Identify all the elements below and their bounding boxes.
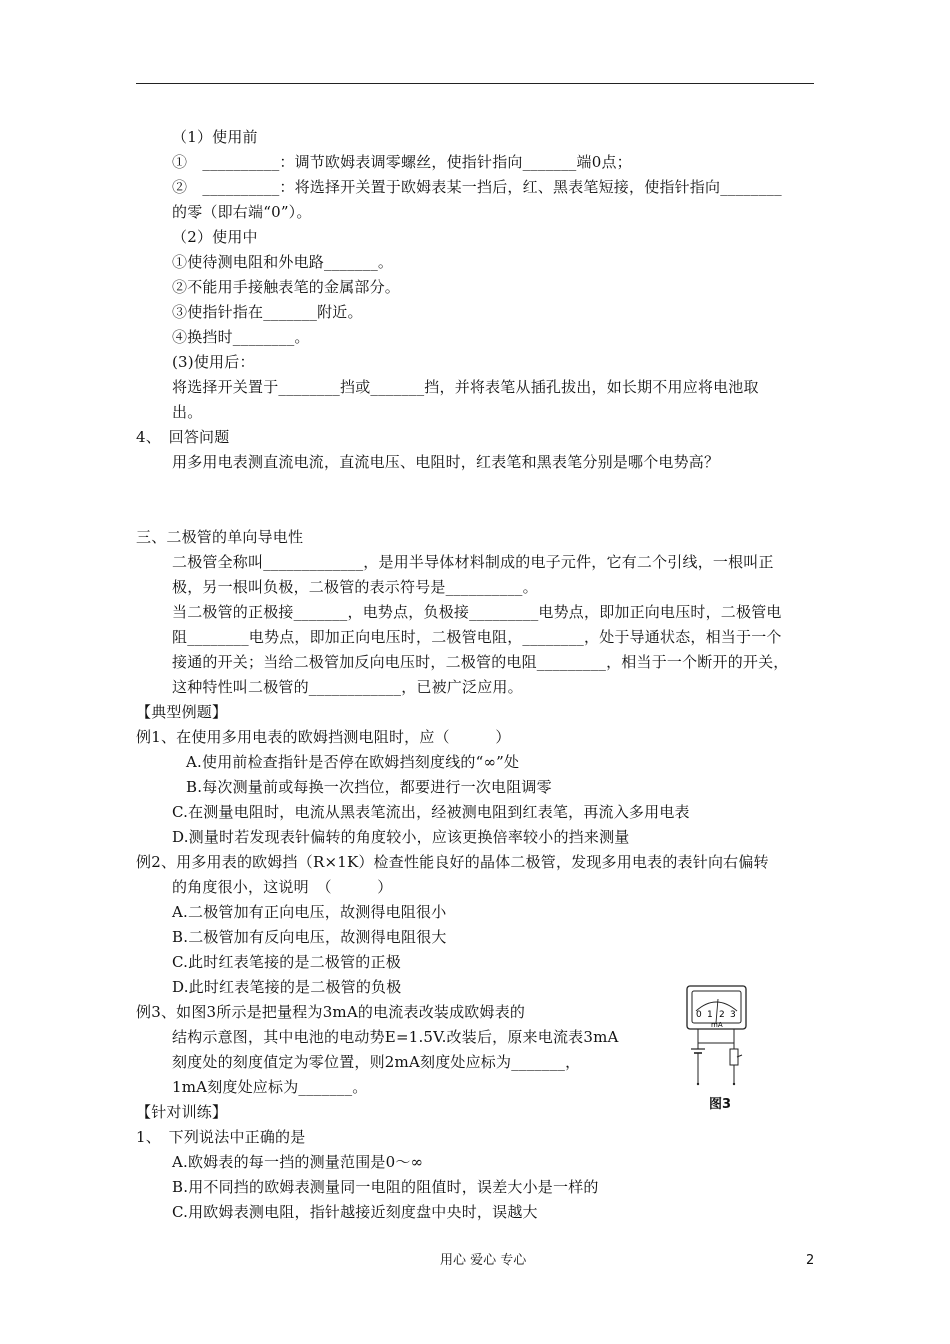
text-line: ②不能用手接触表笔的金属部分。 [172,278,401,296]
text-line: 的角度很小，这说明 （ ） [172,878,393,896]
section-heading-diode: 三、二极管的单向导电性 [136,528,304,546]
practice-question-1: 1、 下列说法中正确的是 [136,1128,306,1146]
option-a: A.欧姆表的每一挡的测量范围是0～∞ [172,1153,424,1171]
option-d: D.此时红表笔接的是二极管的负极 [172,978,402,996]
unit-label: mA [711,1021,723,1029]
option-c: C.此时红表笔接的是二极管的正极 [172,953,401,971]
typical-examples-heading: 【典型例题】 [136,703,228,721]
section-after-use: (3)使用后： [172,353,255,371]
text-line: 极，另一根叫负极，二极管的表示符号是__________。 [172,578,538,596]
option-c: C.用欧姆表测电阻，指针越接近刻度盘中央时，误越大 [172,1203,538,1221]
question-heading: 4、 回答问题 [136,428,230,446]
text-line: 刻度处的刻度值定为零位置，则2mA刻度处应标为_______， [172,1053,581,1071]
scale-tick-label: 1 [707,1010,713,1020]
text-line: ② __________：将选择开关置于欧姆表某一挡后，红、黑表笔短接，使指针指向________ [172,178,782,196]
page-number: 2 [806,1253,815,1268]
scale-tick-label: 3 [730,1010,736,1020]
text-line: 将选择开关置于________挡或_______挡，并将表笔从插孔拔出，如长期不用应将电池取 [172,378,759,396]
text-line: 接通的开关；当给二极管加反向电压时，二极管的电阻_________，相当于一个断开的开关， [172,653,789,671]
figure-caption: 图3 [709,1097,732,1112]
header-rule [136,83,814,84]
text-line: 二极管全称叫_____________，是用半导体材料制成的电子元件，它有二个引线，一根叫正 [172,553,774,571]
text-line: 这种特性叫二极管的____________，已被广泛应用。 [172,678,523,696]
scale-tick-label: 2 [719,1010,725,1020]
option-c: C.在测量电阻时，电流从黑表笔流出，经被测电阻到红表笔，再流入多用电表 [172,803,690,821]
practice-heading: 【针对训练】 [136,1103,228,1121]
option-b: B.二极管加有反向电压，故测得电阻很大 [172,928,447,946]
rheostat [730,1049,738,1065]
example-1-question: 例1、在使用多用电表的欧姆挡测电阻时，应（ ） [136,728,511,746]
text-line: ④换挡时________。 [172,328,310,346]
text-line: ① __________：调节欧姆表调零螺丝，使指针指向_______端0点； [172,153,632,171]
lead-terminal [697,1083,699,1085]
option-b: B.每次测量前或每换一次挡位，都要进行一次电阻调零 [186,778,552,796]
option-a: A.二极管加有正向电压，故测得电阻很小 [172,903,447,921]
text-line: ③使指针指在_______附近。 [172,303,363,321]
text-line: ①使待测电阻和外电路_______。 [172,253,394,271]
option-b: B.用不同挡的欧姆表测量同一电阻的阻值时，误差大小是一样的 [172,1178,599,1196]
option-d: D.测量时若发现表针偏转的角度较小，应该更换倍率较小的挡来测量 [172,828,630,846]
text-line: 结构示意图，其中电池的电动势E=1.5V.改装后，原来电流表3mA [172,1028,619,1046]
meter-needle [716,999,718,1023]
footer-slogan: 用心 爱心 专心 [440,1253,527,1268]
text-line: 的零（即右端“0”）。 [172,203,312,221]
scale-tick-label: 0 [696,1010,702,1020]
text-line: 出。 [172,403,203,421]
example-2-question: 例2、用多用表的欧姆挡（R×1K）检查性能良好的晶体二极管，发现多用电表的表针向右偏转 [136,853,769,871]
lead-terminal [733,1083,735,1085]
text-line: 1mA刻度处应标为_______。 [172,1078,368,1096]
section-during-use: （2）使用中 [172,228,258,246]
option-a: A.使用前检查指针是否停在欧姆挡刻度线的“∞”处 [186,753,520,771]
text-line: 阻________电势点，即加正向电压时，二极管电阻，________，处于导通状态，相当于一个 [172,628,782,646]
section-before-use: （1）使用前 [172,128,258,146]
text-line: 当二极管的正极接_______，电势点，负极接_________电势点，即加正向电压时，二极管电 [172,603,782,621]
text-line: 用多用电表测直流电流，直流电压、电阻时，红表笔和黑表笔分别是哪个电势高？ [172,453,720,471]
example-3-question: 例3、如图3所示是把量程为3mA的电流表改装成欧姆表的 [136,1003,526,1021]
